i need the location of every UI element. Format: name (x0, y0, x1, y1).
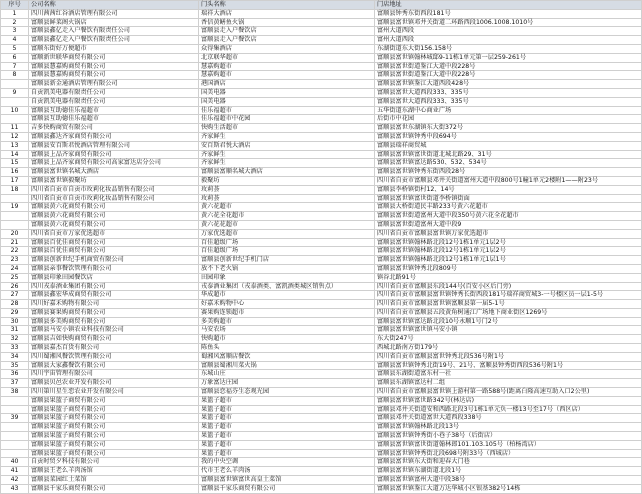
cell-address[interactable]: 四川省自贡市富顺县东段144号(百安小区后门旁) (375, 282, 642, 291)
cell-address[interactable]: 富顺县钟秀东街西段181号 (375, 9, 642, 18)
cell-store[interactable]: 慧嘉购超市 (199, 71, 375, 80)
cell-store[interactable]: 富顺县恋福芬生态观光园 (199, 388, 375, 397)
table-row (1, 71, 642, 80)
cell-address[interactable]: 富顺县富世镇富州大道中段38号 (375, 476, 642, 485)
cell-company[interactable]: 富顺县富世镇毅聚坊 (29, 176, 199, 185)
cell-address[interactable]: 富顺县富世镇钟秀街北段698号附33号（西城店） (375, 449, 642, 458)
cell-company[interactable]: 自贡时贸夕科技有限公司 (29, 458, 199, 467)
table-row (1, 238, 642, 247)
table-row (1, 141, 642, 150)
cell-company[interactable]: 富顺县多美购商贸有限公司 (29, 317, 199, 326)
cell-index[interactable] (1, 115, 29, 124)
cell-index[interactable]: 11 (1, 124, 29, 133)
cell-store[interactable]: 好嘉禾购物中心 (199, 300, 375, 309)
cell-address[interactable]: 富顺县富世镇翰林城邸9-11栋1单元第一层259-261号 (375, 53, 642, 62)
table-row (1, 291, 642, 300)
cell-store[interactable]: 港国酒店 (199, 80, 375, 89)
table-row (1, 300, 642, 309)
cell-address[interactable]: 富顺县富世大道西段333、335号 (375, 97, 642, 106)
cell-index[interactable]: 14 (1, 150, 29, 159)
cell-company[interactable]: 富顺县黄六花商贸有限公司 (29, 203, 199, 212)
cell-company[interactable]: 富顺县新金通酒店管理有限公司 (29, 80, 199, 89)
cell-address[interactable]: 富顺县大桥街道民丰路233号黄六花超市 (375, 203, 642, 212)
cell-address[interactable]: 镇谷北路91号 (375, 273, 642, 282)
table-row (1, 467, 642, 476)
cell-company[interactable]: 富顺县果篮子商贸有限公司 (29, 396, 199, 405)
cell-company[interactable]: 四川省自贡市万家优选超市 (29, 229, 199, 238)
cell-index[interactable]: 9 (1, 88, 29, 97)
cell-store[interactable]: 北京联华超市 (199, 53, 375, 62)
cell-address[interactable]: 富顺县东湖镇富达村二组 (375, 379, 642, 388)
cell-company[interactable]: 富顺县创新世纪手机商贸有限公司 (29, 256, 199, 265)
cell-address[interactable]: 四川省自贡市富顺县富世镇钟秀长街西段181号瑞祥商贸城3-一号楼区员一层1-5号 (375, 291, 642, 300)
cell-address[interactable]: 富州大道西段 (375, 36, 642, 45)
cell-store[interactable]: 戎泰酒业集团（戎泰酒类、富凯酒类城区销售点） (199, 282, 375, 291)
cell-index[interactable]: 15 (1, 159, 29, 168)
cell-index[interactable] (1, 432, 29, 441)
cell-address[interactable]: 四川省自贡市富顺县富世镇富顺县第一届5-1号 (375, 300, 642, 309)
cell-address[interactable]: 富顺县富世镇翰林路北段13号 (375, 423, 642, 432)
cell-address[interactable]: 富顺县富世镇富达路530、532、534号 (375, 159, 642, 168)
cell-address[interactable]: 富顺县富世镇钟秀北段809号 (375, 264, 642, 273)
cell-index[interactable]: 27 (1, 291, 29, 300)
cell-store[interactable]: 东城山庄 (199, 370, 375, 379)
cell-address[interactable]: 富顺县邓井关街道富世大道西段338号 (375, 414, 642, 423)
cell-store[interactable]: 国美电器 (199, 88, 375, 97)
cell-index[interactable] (1, 212, 29, 221)
cell-company[interactable]: 富顺县果篮子商贸有限公司 (29, 432, 199, 441)
cell-company[interactable]: 富顺县赛果购商贸有限公司 (29, 308, 199, 317)
cell-address[interactable]: 富顺县邓井关街道安和西路北段3号1栋1单元负一楼13号至17号（西区店） (375, 405, 642, 414)
table-row (1, 159, 642, 168)
cell-company[interactable]: 四川省自贡市自贡市玫莉化妆品销售有限公司 (29, 194, 199, 203)
table-row (1, 414, 642, 423)
table-row (1, 484, 642, 493)
cell-store[interactable]: 富顺县千家乐商贸有限公司 (199, 484, 375, 493)
cell-company[interactable]: 四川第川星生恋农业开发有限公司 (29, 388, 199, 397)
cell-company[interactable]: 富顺县果篮子商贸有限公司 (29, 440, 199, 449)
cell-company[interactable]: 富顺县鑫达齐家商贸有限公司 (29, 132, 199, 141)
cell-address[interactable]: 富顺县富世镇富世路342号(林达店) (375, 396, 642, 405)
cell-address[interactable]: 富顺县富世镇钟秀北街19号、21号、富顺县钟秀街西段536号附1号 (375, 361, 642, 370)
table-row (1, 106, 642, 115)
cell-index[interactable] (1, 449, 29, 458)
cell-index[interactable]: 34 (1, 352, 29, 361)
cell-store[interactable]: 黄六花全花超市 (199, 212, 375, 221)
table-row (1, 352, 642, 361)
table-row (1, 273, 642, 282)
cell-index[interactable]: 2 (1, 18, 29, 27)
cell-index[interactable]: 25 (1, 273, 29, 282)
cell-index[interactable]: 32 (1, 335, 29, 344)
table-row (1, 194, 642, 203)
cell-index[interactable]: 35 (1, 361, 29, 370)
cell-store[interactable]: 田园印象 (199, 273, 375, 282)
cell-address[interactable]: 富顺县富世街道鉴江大道中段228号 (375, 62, 642, 71)
cell-store[interactable]: 香信黄鳝鱼火锅 (199, 18, 375, 27)
cell-store[interactable]: 玫莉荟 (199, 185, 375, 194)
cell-index[interactable]: 1 (1, 9, 29, 18)
cell-address[interactable]: 西城北路南方街179号 (375, 344, 642, 353)
table-row (1, 53, 642, 62)
table-row (1, 62, 642, 71)
cell-index[interactable]: 17 (1, 176, 29, 185)
table-row (1, 344, 642, 353)
cell-company[interactable]: 四川省自贡市自贡市玫莉化妆品销售有限公司 (29, 185, 199, 194)
header-row (1, 1, 642, 10)
cell-company[interactable]: 富顺县果篮子商贸有限公司 (29, 449, 199, 458)
cell-address[interactable]: 富顺县富世大道西段333、335号 (375, 88, 642, 97)
table-row (1, 88, 642, 97)
cell-company[interactable]: 吉多快购商贸有限公司 (29, 124, 199, 133)
table-row (1, 115, 642, 124)
table-row (1, 27, 642, 36)
cell-store[interactable]: 百佳超级广场 (199, 238, 375, 247)
cell-store[interactable]: 富顺县走入户餐饮店 (199, 36, 375, 45)
cell-index[interactable]: 12 (1, 132, 29, 141)
cell-company[interactable]: 富顺县果篮子商贸有限公司 (29, 414, 199, 423)
cell-company[interactable]: 富顺县果篮子商贸有限公司 (29, 405, 199, 414)
cell-company[interactable]: 自贡凯美电器有限责任公司 (29, 88, 199, 97)
table-row (1, 212, 642, 221)
table-row (1, 185, 642, 194)
table-row (1, 168, 642, 177)
cell-store[interactable]: 黄六花超市 (199, 203, 375, 212)
cell-store[interactable]: 果篮子超市 (199, 396, 375, 405)
cell-store[interactable]: 果篮子超市 (199, 432, 375, 441)
table-row (1, 449, 642, 458)
cell-address[interactable]: 富顺县富世镇鉴江大道万达华城小区银基382号14栋 (375, 484, 642, 493)
cell-store[interactable]: 果篮子超市 (199, 440, 375, 449)
cell-store[interactable]: 黄六花花超市 (199, 220, 375, 229)
table-row (1, 432, 642, 441)
table-row (1, 176, 642, 185)
cell-company[interactable]: 富顺县互助德佳乐福超市 (29, 106, 199, 115)
cell-address[interactable]: 富顺县富世镇东大街和迎春大门巷 (375, 458, 642, 467)
cell-store[interactable]: 果篮子超市 (199, 405, 375, 414)
cell-store[interactable]: 华成超市 (199, 291, 375, 300)
cell-address[interactable]: 富顺县富世街道鉴江大道中段228号 (375, 71, 642, 80)
cell-company[interactable]: 富顺县亲事餐饮管理有限公司 (29, 264, 199, 273)
cell-store[interactable]: 多美购超市 (199, 317, 375, 326)
table-row (1, 458, 642, 467)
cell-index[interactable]: 38 (1, 388, 29, 397)
cell-company[interactable]: 富顺县千家乐商贸有限公司 (29, 484, 199, 493)
cell-store[interactable]: 蜀湘风富顺店餐饮 (199, 352, 375, 361)
cell-index[interactable]: 39 (1, 414, 29, 423)
cell-company[interactable]: 富顺县嘉杰百货有限公司 (29, 344, 199, 353)
table-row (1, 44, 642, 53)
cell-company[interactable]: 自贡凯美电器有限责任公司 (29, 97, 199, 106)
cell-address[interactable]: 富顺县富世镇东湖街道北段1号 (375, 467, 642, 476)
cell-company[interactable]: 富顺东街好万便超市 (29, 44, 199, 53)
cell-company[interactable]: 四川蜀湘风餐饮管理有限公司 (29, 352, 199, 361)
cell-company[interactable]: 富顺县富世镇名城大酒店 (29, 168, 199, 177)
cell-company[interactable]: 富顺县大家鑫餐饮有限公司 (29, 361, 199, 370)
cell-index[interactable] (1, 405, 29, 414)
cell-index[interactable]: 24 (1, 264, 29, 273)
cell-address[interactable]: 后街市中花园 (375, 115, 642, 124)
cell-store[interactable]: 代市王老么羊肉汤 (199, 467, 375, 476)
table-row (1, 440, 642, 449)
cell-store[interactable]: 毅聚坊 (199, 176, 375, 185)
cell-company[interactable]: 富顺县上品齐家商贸有限公司 (29, 150, 199, 159)
cell-address[interactable]: 富顺县富世镇富世街道李桥镇街面 (375, 194, 642, 203)
cell-store[interactable]: 赛果购连锁超市 (199, 308, 375, 317)
cell-address[interactable]: 富顺县富世东湖镇东大街372号 (375, 124, 642, 133)
cell-store[interactable]: 富顺县蜀湘川菜火锅 (199, 361, 375, 370)
cell-address[interactable]: 富顺县富世镇翰林路北段12号1栋1单元1层1号 (375, 256, 642, 265)
cell-index[interactable]: 43 (1, 484, 29, 493)
cell-company[interactable]: 富顺县吉如快购商贸有限公司 (29, 335, 199, 344)
cell-company[interactable]: 富顺县菜园红土菜馆 (29, 476, 199, 485)
table-row (1, 18, 642, 27)
cell-index[interactable]: 21 (1, 238, 29, 247)
table-row (1, 326, 642, 335)
table-row (1, 9, 642, 18)
cell-address[interactable]: 四川省自贡市富顺县五段黄角树通江广场地下商业街区1269号 (375, 308, 642, 317)
cell-index[interactable]: 13 (1, 141, 29, 150)
table-row (1, 396, 642, 405)
cell-address[interactable]: 富顺县李桥镇街村12、14号 (375, 185, 642, 194)
table-row (1, 317, 642, 326)
cell-index[interactable]: 42 (1, 476, 29, 485)
cell-store[interactable]: 瑞祥大酒店 (199, 9, 375, 18)
table-row (1, 308, 642, 317)
cell-company[interactable]: 富顺县印象田园餐饮店 (29, 273, 199, 282)
cell-store[interactable]: 佳乐福超市 (199, 106, 375, 115)
table-row (1, 97, 642, 106)
table-row (1, 388, 642, 397)
cell-index[interactable]: 6 (1, 53, 29, 62)
cell-store[interactable]: 佳乐福超市中花园 (199, 115, 375, 124)
header-cell-company[interactable]: 公司名称 (29, 1, 199, 10)
cell-company[interactable]: 富顺县百优佳商贸有限公司 (29, 247, 199, 256)
table-row (1, 256, 642, 265)
cell-address[interactable]: 富顺县富世镇邓井关街道二环路西段1006.1008.1010号 (375, 18, 642, 27)
cell-index[interactable]: 10 (1, 106, 29, 115)
table-row (1, 335, 642, 344)
cell-index[interactable]: 33 (1, 344, 29, 353)
cell-index[interactable]: 41 (1, 467, 29, 476)
cell-address[interactable]: 东湖街道东大街156.158号 (375, 44, 642, 53)
cell-index[interactable]: 36 (1, 370, 29, 379)
table-row (1, 247, 642, 256)
cell-address[interactable]: 四川省自贡市富顺县富世钟秀北段536号附1号 (375, 352, 642, 361)
cell-store[interactable]: 玫莉荟 (199, 194, 375, 203)
cell-store[interactable]: 安百斯君悦大酒店 (199, 141, 375, 150)
table-row (1, 124, 642, 133)
cell-company[interactable]: 四川戎泰酒业集团有限公司 (29, 282, 199, 291)
cell-index[interactable]: 29 (1, 308, 29, 317)
cell-store[interactable]: 我的中央空调 (199, 458, 375, 467)
cell-index[interactable] (1, 440, 29, 449)
cell-index[interactable]: 3 (1, 27, 29, 36)
table-row (1, 476, 642, 485)
cell-company[interactable]: 富顺县黄六花商贸有限公司 (29, 212, 199, 221)
cell-company[interactable]: 富顺县安百斯君悦酒店管理有限公司 (29, 141, 199, 150)
cell-company[interactable]: 富顺县马安小镇农业科技有限公司 (29, 326, 199, 335)
cell-address[interactable]: 富顺县富世镇翰林路北段12号1栋1单元1层2号 (375, 238, 642, 247)
cell-address[interactable]: 富顺县富世街道富州大道中段9 (375, 220, 642, 229)
cell-address[interactable]: 富顺县富世镇翰林路北段12号1栋1单元1层2号 (375, 247, 642, 256)
cell-index[interactable]: 19 (1, 203, 29, 212)
cell-index[interactable]: 23 (1, 256, 29, 265)
cell-store[interactable]: 富顺县富世镇富世高皇土菜馆 (199, 476, 375, 485)
table-row (1, 80, 642, 89)
table-row (1, 229, 642, 238)
cell-address[interactable]: 富顺县富世镇富世街道北城北路29、31号 (375, 150, 642, 159)
cell-company[interactable]: 四川好嘉禾购物有限公司 (29, 300, 199, 309)
cell-index[interactable] (1, 396, 29, 405)
cell-address[interactable]: 富顺县富世镇钟秀中段694号 (375, 132, 642, 141)
table-row (1, 405, 642, 414)
cell-store[interactable]: 放不下老火锅 (199, 264, 375, 273)
cell-index[interactable]: 22 (1, 247, 29, 256)
cell-address[interactable]: 富顺县富世镇富达路北段10号永顺1号门2号 (375, 317, 642, 326)
cell-company[interactable]: 富顺县慧嘉购商贸有限公司 (29, 62, 199, 71)
cell-company[interactable]: 富顺县鲜菜阁火锅店 (29, 18, 199, 27)
cell-company[interactable]: 四川宇宙管理有限公司 (29, 370, 199, 379)
cell-index[interactable]: 16 (1, 168, 29, 177)
cell-address[interactable]: 富顺县富世镇鉴江大道西段428号 (375, 80, 642, 89)
cell-store[interactable]: 果篮子超市 (199, 414, 375, 423)
cell-address[interactable]: 富顺县富世镇富世镇马安小镇 (375, 326, 642, 335)
table-row (1, 361, 642, 370)
cell-store[interactable]: 富顺县走入户餐饮店 (199, 27, 375, 36)
cell-store[interactable]: 万家优选超市 (199, 229, 375, 238)
cell-index[interactable]: 18 (1, 185, 29, 194)
cell-store[interactable]: 快购超市 (199, 335, 375, 344)
cell-index[interactable] (1, 80, 29, 89)
cell-index[interactable]: 5 (1, 44, 29, 53)
cell-company[interactable]: 富顺新世联华商贸有限公司 (29, 53, 199, 62)
table-row (1, 203, 642, 212)
cell-address[interactable]: 四川省自贡市富顺县富世镇万家优选超市 (375, 229, 642, 238)
cell-address[interactable]: 富顺县东湖街道富东村一社 (375, 370, 642, 379)
cell-store[interactable]: 快购生活超市 (199, 124, 375, 133)
cell-company[interactable]: 富顺县鑫亿走入户餐饮有限责任公司 (29, 36, 199, 45)
cell-company[interactable]: 富顺县贝邑农业开发有限公司 (29, 379, 199, 388)
cell-company[interactable]: 富顺县互助德佳乐福超市 (29, 115, 199, 124)
cell-company[interactable]: 富顺县鑫宏华成商贸有限公司 (29, 291, 199, 300)
header-cell-address[interactable]: 门店地址 (375, 1, 642, 10)
cell-address[interactable]: 四川省自贡市富顺县富世镇上游村第一路588号(距离白隆高速互助入口2公里) (375, 388, 642, 397)
cell-store[interactable]: 齐家鲜生 (199, 132, 375, 141)
cell-index[interactable] (1, 194, 29, 203)
cell-address[interactable]: 富顺县富世镇钟秀东街西段28号 (375, 168, 642, 177)
cell-store[interactable]: 齐家鲜生 (199, 150, 375, 159)
table-row (1, 36, 642, 45)
cell-address[interactable]: 富顺县富世镇钟秀街小巷子38号（后街店） (375, 432, 642, 441)
table-row (1, 282, 642, 291)
cell-index[interactable]: 26 (1, 282, 29, 291)
cell-company[interactable]: 富顺县果篮子商贸有限公司 (29, 423, 199, 432)
table-row (1, 423, 642, 432)
cell-index[interactable]: 30 (1, 317, 29, 326)
cell-index[interactable] (1, 423, 29, 432)
table-row (1, 264, 642, 273)
cell-store[interactable]: 众得集酒店 (199, 44, 375, 53)
cell-store[interactable]: 果篮子超市 (199, 449, 375, 458)
cell-address[interactable]: 五华街道东湖中心商业广场 (375, 106, 642, 115)
cell-address[interactable]: 富顺县瑞祥商贸城 (375, 141, 642, 150)
cell-index[interactable]: 28 (1, 300, 29, 309)
cell-index[interactable]: 20 (1, 229, 29, 238)
cell-store[interactable]: 百佳超级广场 (199, 247, 375, 256)
cell-index[interactable]: 8 (1, 71, 29, 80)
cell-store[interactable]: 富顺县创新世纪手机门店 (199, 256, 375, 265)
cell-index[interactable]: 7 (1, 62, 29, 71)
cell-index[interactable]: 4 (1, 36, 29, 45)
table-row (1, 370, 642, 379)
cell-company[interactable]: 富顺县黄六花商贸有限公司 (29, 220, 199, 229)
cell-address[interactable]: 东大街247号 (375, 335, 642, 344)
table-row (1, 379, 642, 388)
cell-index[interactable] (1, 97, 29, 106)
cell-store[interactable]: 陈鱼头 (199, 344, 375, 353)
cell-store[interactable]: 富顺县富顺名城大酒店 (199, 168, 375, 177)
cell-index[interactable] (1, 220, 29, 229)
cell-store[interactable]: 齐家鲜生 (199, 159, 375, 168)
cell-company[interactable]: 富顺县百优佳商贸有限公司 (29, 238, 199, 247)
cell-address[interactable]: 富顺县富世街道富州大道中段350号黄六花全花超市 (375, 212, 642, 221)
cell-index[interactable]: 31 (1, 326, 29, 335)
cell-store[interactable]: 慧嘉购超市 (199, 62, 375, 71)
header-cell-index[interactable]: 序号 (1, 1, 29, 10)
cell-company[interactable]: 富顺县王老么羊肉汤馆 (29, 467, 199, 476)
cell-address[interactable]: 富州大道西段 (375, 27, 642, 36)
cell-store[interactable]: 国美电器 (199, 97, 375, 106)
cell-company[interactable]: 富顺县上品齐家商贸有限公司高家富达店分公司 (29, 159, 199, 168)
cell-store[interactable]: 果篮子超市 (199, 423, 375, 432)
header-cell-store[interactable]: 门头名称 (199, 1, 375, 10)
cell-company[interactable]: 富顺县慧嘉购商贸有限公司 (29, 71, 199, 80)
cell-company[interactable]: 四川茜茜红谷酒店管理有限公司 (29, 9, 199, 18)
table-row (1, 150, 642, 159)
cell-index[interactable]: 40 (1, 458, 29, 467)
table-row (1, 132, 642, 141)
cell-company[interactable]: 富顺县鑫亿走入户餐饮有限责任公司 (29, 27, 199, 36)
cell-index[interactable]: 37 (1, 379, 29, 388)
cell-store[interactable]: 马安农场 (199, 326, 375, 335)
cell-address[interactable]: 四川省自贡市富顺县邓井关街道富州大道中段800号1幢1单元2楼附1——附23号 (375, 176, 642, 185)
table-row (1, 220, 642, 229)
cell-store[interactable]: 万象富达庄园 (199, 379, 375, 388)
cell-address[interactable]: 富顺县富世镇富世街道翰林郎101.103.105号（柏杨湾店） (375, 440, 642, 449)
